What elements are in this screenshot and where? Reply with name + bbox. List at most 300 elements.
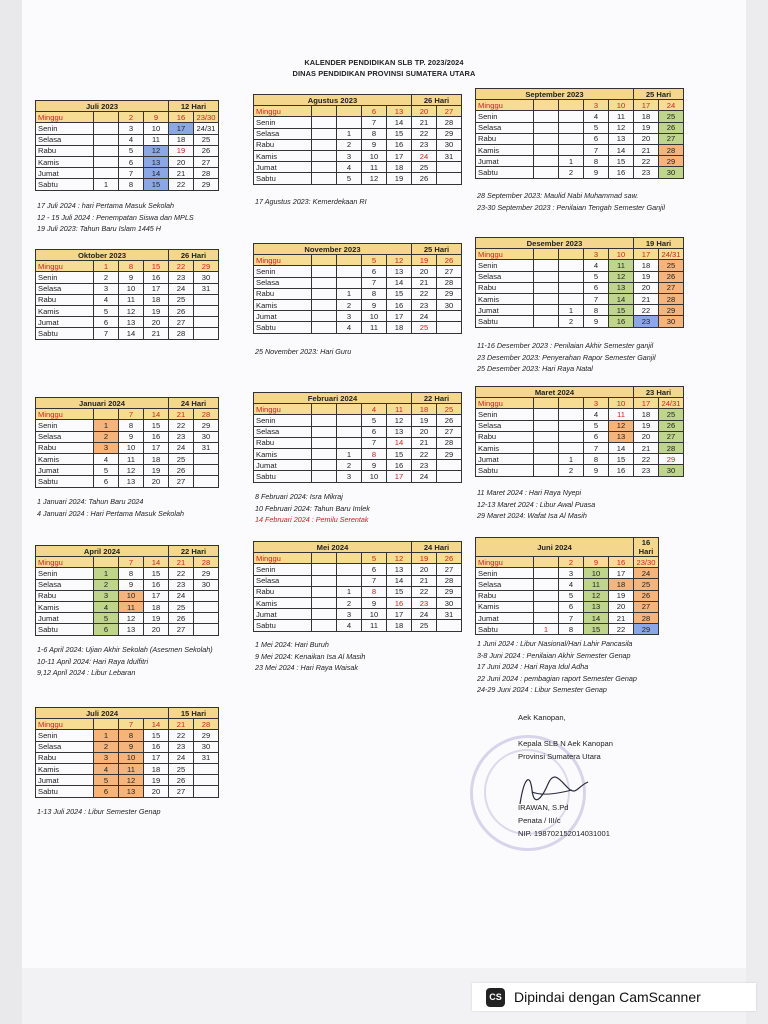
- date-cell: 26: [169, 613, 194, 624]
- date-cell: 26: [412, 173, 437, 184]
- date-cell: 9: [119, 272, 144, 283]
- date-cell: 17: [634, 398, 659, 409]
- date-cell: 28: [169, 328, 194, 339]
- date-cell: [534, 122, 559, 133]
- date-cell: 17: [144, 590, 169, 601]
- title-line-1: KALENDER PENDIDIKAN SLB TP. 2023/2024: [304, 58, 464, 67]
- date-cell: 11: [609, 409, 634, 420]
- month-name: Juli 2023: [36, 101, 169, 112]
- date-cell: [534, 260, 559, 271]
- weekday-label: Senin: [476, 568, 534, 579]
- date-cell: 29: [437, 448, 462, 459]
- date-cell: 28: [437, 117, 462, 128]
- date-cell: 10: [362, 150, 387, 161]
- weekday-label: Senin: [254, 564, 312, 575]
- date-cell: [559, 293, 584, 304]
- date-cell: 23: [634, 465, 659, 476]
- date-cell: 5: [337, 173, 362, 184]
- date-cell: 14: [584, 612, 609, 623]
- date-cell: 24: [169, 442, 194, 453]
- date-cell: 16: [387, 139, 412, 150]
- weekday-label: Jumat: [36, 613, 94, 624]
- weekday-label: Rabu: [254, 288, 312, 299]
- date-cell: [194, 601, 219, 612]
- date-cell: [559, 100, 584, 111]
- date-cell: 18: [634, 409, 659, 420]
- date-cell: [534, 293, 559, 304]
- date-cell: 1: [337, 586, 362, 597]
- date-cell: 24: [169, 752, 194, 763]
- weekday-label: Senin: [36, 730, 94, 741]
- camscanner-watermark: [472, 983, 756, 1011]
- month-name: Juni 2024: [476, 538, 634, 557]
- note-line: 25 November 2023: Hari Guru: [255, 347, 352, 356]
- date-cell: 22: [412, 586, 437, 597]
- date-cell: 14: [387, 575, 412, 586]
- date-cell: 22: [169, 568, 194, 579]
- date-cell: 10: [609, 249, 634, 260]
- date-cell: 30: [437, 139, 462, 150]
- month-notes: [37, 200, 194, 235]
- date-cell: 14: [609, 293, 634, 304]
- date-cell: 4: [584, 260, 609, 271]
- date-cell: 23: [412, 460, 437, 471]
- date-cell: 23: [169, 272, 194, 283]
- date-cell: 23: [169, 431, 194, 442]
- date-cell: 1: [534, 624, 559, 635]
- date-cell: 24/31: [659, 398, 684, 409]
- month-notes: [37, 644, 213, 679]
- date-cell: [194, 305, 219, 316]
- date-cell: 16: [387, 460, 412, 471]
- date-cell: 29: [194, 261, 219, 272]
- weekday-label: Sabtu: [476, 624, 534, 635]
- date-cell: [534, 590, 559, 601]
- date-cell: 19: [412, 553, 437, 564]
- date-cell: 5: [584, 271, 609, 282]
- date-cell: 16: [144, 272, 169, 283]
- date-cell: [94, 719, 119, 730]
- date-cell: 1: [337, 448, 362, 459]
- date-cell: 20: [412, 564, 437, 575]
- date-cell: [312, 128, 337, 139]
- date-cell: 2: [559, 316, 584, 327]
- date-cell: 1: [94, 261, 119, 272]
- weekday-label: Jumat: [254, 609, 312, 620]
- date-cell: 12: [387, 255, 412, 266]
- date-cell: 18: [387, 322, 412, 333]
- date-cell: 18: [387, 162, 412, 173]
- date-cell: 14: [144, 168, 169, 179]
- date-cell: 20: [144, 786, 169, 797]
- date-cell: 27: [634, 601, 659, 612]
- month-name: April 2024: [36, 546, 169, 557]
- date-cell: 30: [659, 465, 684, 476]
- date-cell: 9: [362, 597, 387, 608]
- month-day-count: 22 Hari: [169, 546, 219, 557]
- date-cell: [559, 122, 584, 133]
- date-cell: [534, 601, 559, 612]
- date-cell: 25: [169, 294, 194, 305]
- weekday-label: Jumat: [476, 612, 534, 623]
- date-cell: [312, 299, 337, 310]
- weekday-label: Rabu: [36, 294, 94, 305]
- date-cell: 7: [584, 144, 609, 155]
- date-cell: 11: [119, 453, 144, 464]
- date-cell: 11: [119, 763, 144, 774]
- date-cell: 11: [584, 579, 609, 590]
- note-line: 17 Juni 2024 : Hari Raya Idul Adha: [477, 662, 589, 672]
- date-cell: 13: [387, 106, 412, 117]
- date-cell: [559, 282, 584, 293]
- date-cell: 7: [362, 437, 387, 448]
- date-cell: 29: [634, 624, 659, 635]
- note-line: 1 Mei 2024: Hari Buruh: [255, 640, 329, 649]
- date-cell: 1: [559, 156, 584, 167]
- date-cell: 9: [362, 139, 387, 150]
- date-cell: 28: [437, 437, 462, 448]
- date-cell: 1: [337, 288, 362, 299]
- date-cell: 3: [94, 283, 119, 294]
- date-cell: 18: [169, 134, 194, 145]
- date-cell: 18: [634, 260, 659, 271]
- month-table: [253, 541, 462, 632]
- date-cell: 10: [362, 471, 387, 482]
- date-cell: [194, 328, 219, 339]
- month-name: Desember 2023: [476, 238, 634, 249]
- date-cell: 4: [337, 620, 362, 631]
- date-cell: 20: [634, 133, 659, 144]
- weekday-label: Kamis: [254, 597, 312, 608]
- date-cell: 16: [387, 299, 412, 310]
- weekday-label: Kamis: [254, 448, 312, 459]
- month-name: November 2023: [254, 244, 412, 255]
- date-cell: 8: [362, 128, 387, 139]
- weekday-label: Minggu: [36, 261, 94, 272]
- date-cell: 17: [609, 568, 634, 579]
- date-cell: 20: [144, 476, 169, 487]
- date-cell: 26: [169, 465, 194, 476]
- date-cell: 24/31: [194, 123, 219, 134]
- date-cell: 7: [119, 557, 144, 568]
- date-cell: 7: [362, 117, 387, 128]
- date-cell: [337, 553, 362, 564]
- date-cell: 19: [169, 145, 194, 156]
- date-cell: [437, 460, 462, 471]
- date-cell: 11: [387, 404, 412, 415]
- date-cell: 10: [119, 442, 144, 453]
- date-cell: 15: [609, 454, 634, 465]
- date-cell: [312, 620, 337, 631]
- date-cell: 13: [144, 156, 169, 167]
- note-line: 1 Januari 2024: Tahun Baru 2024: [37, 497, 144, 506]
- date-cell: 14: [387, 437, 412, 448]
- date-cell: 11: [609, 260, 634, 271]
- date-cell: 21: [169, 168, 194, 179]
- date-cell: [312, 117, 337, 128]
- date-cell: 12: [584, 590, 609, 601]
- date-cell: 18: [634, 111, 659, 122]
- date-cell: 22: [169, 420, 194, 431]
- date-cell: 22: [412, 128, 437, 139]
- month-day-count: 26 Hari: [412, 95, 462, 106]
- date-cell: [534, 100, 559, 111]
- note-line: 9,12 April 2024 : Libur Lebaran: [37, 668, 136, 678]
- date-cell: [94, 134, 119, 145]
- date-cell: [534, 282, 559, 293]
- weekday-label: Jumat: [36, 168, 94, 179]
- date-cell: 27: [169, 476, 194, 487]
- date-cell: [534, 249, 559, 260]
- note-line: 22 Juni 2024 : pembagian raport Semester Genap: [477, 673, 637, 683]
- date-cell: 10: [609, 100, 634, 111]
- weekday-label: Kamis: [254, 150, 312, 161]
- date-cell: 3: [337, 609, 362, 620]
- date-cell: 8: [119, 730, 144, 741]
- date-cell: 12: [609, 122, 634, 133]
- date-cell: 22: [412, 448, 437, 459]
- weekday-label: Selasa: [254, 128, 312, 139]
- date-cell: 5: [94, 305, 119, 316]
- date-cell: 10: [362, 609, 387, 620]
- scan-right-edge: [746, 0, 768, 1024]
- signature-name: IRAWAN, S.Pd: [518, 803, 569, 812]
- date-cell: 13: [119, 624, 144, 635]
- date-cell: 5: [584, 122, 609, 133]
- date-cell: [94, 156, 119, 167]
- date-cell: 24: [659, 100, 684, 111]
- date-cell: 10: [144, 123, 169, 134]
- date-cell: [534, 398, 559, 409]
- month-table: [475, 537, 659, 635]
- date-cell: 1: [337, 128, 362, 139]
- date-cell: 20: [412, 266, 437, 277]
- signature-role-1: Kepala SLB N Aek Kanopan: [518, 739, 613, 748]
- date-cell: 22: [634, 305, 659, 316]
- date-cell: [312, 255, 337, 266]
- date-cell: [534, 431, 559, 442]
- date-cell: 11: [144, 134, 169, 145]
- date-cell: 26: [437, 415, 462, 426]
- date-cell: [534, 568, 559, 579]
- weekday-label: Sabtu: [476, 465, 534, 476]
- weekday-label: Sabtu: [36, 328, 94, 339]
- weekday-label: Jumat: [36, 317, 94, 328]
- date-cell: 30: [659, 167, 684, 178]
- weekday-label: Kamis: [476, 442, 534, 453]
- date-cell: 23: [412, 597, 437, 608]
- date-cell: 29: [437, 288, 462, 299]
- weekday-label: Kamis: [36, 453, 94, 464]
- date-cell: 9: [144, 112, 169, 123]
- date-cell: 20: [412, 426, 437, 437]
- date-cell: 3: [584, 249, 609, 260]
- date-cell: 18: [609, 579, 634, 590]
- date-cell: 12: [609, 420, 634, 431]
- date-cell: 22: [412, 288, 437, 299]
- date-cell: [312, 288, 337, 299]
- date-cell: 20: [609, 601, 634, 612]
- month-table: [253, 94, 462, 185]
- date-cell: [94, 557, 119, 568]
- month-table: [475, 237, 684, 328]
- date-cell: 1: [559, 305, 584, 316]
- date-cell: 27: [169, 786, 194, 797]
- date-cell: 23/30: [194, 112, 219, 123]
- date-cell: 4: [337, 162, 362, 173]
- date-cell: 10: [584, 568, 609, 579]
- note-line: 11 Maret 2024 : Hari Raya Nyepi: [477, 488, 582, 497]
- date-cell: [94, 168, 119, 179]
- date-cell: [312, 415, 337, 426]
- date-cell: 5: [584, 420, 609, 431]
- date-cell: 28: [194, 719, 219, 730]
- month-day-count: 12 Hari: [169, 101, 219, 112]
- date-cell: 24: [634, 568, 659, 579]
- date-cell: 13: [387, 426, 412, 437]
- weekday-label: Selasa: [254, 426, 312, 437]
- month-table: [475, 88, 684, 179]
- weekday-label: Rabu: [476, 133, 534, 144]
- date-cell: [437, 311, 462, 322]
- weekday-label: Rabu: [254, 139, 312, 150]
- date-cell: 16: [609, 316, 634, 327]
- date-cell: 4: [362, 404, 387, 415]
- date-cell: 15: [144, 179, 169, 190]
- date-cell: 20: [144, 624, 169, 635]
- date-cell: [337, 106, 362, 117]
- date-cell: 8: [119, 261, 144, 272]
- weekday-label: Sabtu: [476, 167, 534, 178]
- date-cell: 13: [584, 601, 609, 612]
- date-cell: [534, 465, 559, 476]
- date-cell: 16: [144, 579, 169, 590]
- date-cell: 15: [144, 420, 169, 431]
- date-cell: 1: [559, 454, 584, 465]
- signature-place: Aek Kanopan,: [518, 713, 566, 722]
- date-cell: 21: [169, 409, 194, 420]
- date-cell: 2: [337, 299, 362, 310]
- note-line: 17 Agustus 2023: Kemerdekaan RI: [255, 197, 367, 206]
- date-cell: 28: [194, 168, 219, 179]
- date-cell: 29: [659, 454, 684, 465]
- date-cell: 16: [387, 597, 412, 608]
- date-cell: 8: [584, 156, 609, 167]
- date-cell: [534, 167, 559, 178]
- date-cell: 6: [584, 431, 609, 442]
- date-cell: 1: [94, 568, 119, 579]
- camscanner-text: Dipindai dengan CamScanner: [514, 989, 701, 1005]
- date-cell: [534, 271, 559, 282]
- weekday-label: Selasa: [254, 277, 312, 288]
- date-cell: 6: [559, 601, 584, 612]
- date-cell: [534, 442, 559, 453]
- date-cell: [194, 294, 219, 305]
- date-cell: 5: [362, 553, 387, 564]
- date-cell: 25: [169, 453, 194, 464]
- date-cell: [337, 255, 362, 266]
- note-line: 11-16 Desember 2023 : Penilaian Akhir Semester ganjil: [477, 341, 654, 350]
- note-line: 24-29 Juni 2024 : Libur Semester Genap: [477, 685, 607, 695]
- date-cell: 28: [194, 409, 219, 420]
- date-cell: [559, 398, 584, 409]
- date-cell: 4: [584, 409, 609, 420]
- date-cell: 6: [94, 476, 119, 487]
- month-day-count: 16 Hari: [634, 538, 659, 557]
- date-cell: 10: [119, 752, 144, 763]
- weekday-label: Minggu: [36, 557, 94, 568]
- date-cell: 9: [584, 557, 609, 568]
- date-cell: [559, 271, 584, 282]
- date-cell: 2: [94, 579, 119, 590]
- date-cell: 17: [144, 283, 169, 294]
- date-cell: 24: [412, 471, 437, 482]
- date-cell: 31: [437, 609, 462, 620]
- date-cell: [94, 145, 119, 156]
- date-cell: 25: [169, 601, 194, 612]
- date-cell: 15: [609, 305, 634, 316]
- date-cell: 7: [119, 409, 144, 420]
- date-cell: [437, 322, 462, 333]
- month-name: Januari 2024: [36, 398, 169, 409]
- date-cell: [312, 426, 337, 437]
- weekday-label: Jumat: [476, 454, 534, 465]
- date-cell: 26: [634, 590, 659, 601]
- date-cell: [337, 426, 362, 437]
- date-cell: 14: [144, 557, 169, 568]
- weekday-label: Sabtu: [36, 476, 94, 487]
- date-cell: [194, 624, 219, 635]
- date-cell: 3: [94, 442, 119, 453]
- weekday-label: Selasa: [254, 575, 312, 586]
- weekday-label: Kamis: [476, 144, 534, 155]
- date-cell: 4: [559, 579, 584, 590]
- date-cell: 23: [412, 139, 437, 150]
- date-cell: 11: [362, 162, 387, 173]
- date-cell: 28: [659, 293, 684, 304]
- weekday-label: Senin: [254, 415, 312, 426]
- note-line: 12 - 15 Juli 2024 : Penempatan Siswa dan MPLS: [37, 212, 194, 222]
- date-cell: 26: [169, 305, 194, 316]
- date-cell: 5: [119, 145, 144, 156]
- weekday-label: Jumat: [254, 460, 312, 471]
- date-cell: [337, 437, 362, 448]
- date-cell: [312, 162, 337, 173]
- weekday-label: Kamis: [36, 763, 94, 774]
- date-cell: 8: [119, 420, 144, 431]
- date-cell: [337, 415, 362, 426]
- note-line: 4 Januari 2024 : Hari Pertama Masuk Sekolah: [37, 508, 185, 518]
- date-cell: 28: [194, 557, 219, 568]
- weekday-label: Kamis: [36, 305, 94, 316]
- date-cell: 26: [169, 775, 194, 786]
- weekday-label: Selasa: [476, 122, 534, 133]
- month-name: Maret 2024: [476, 387, 634, 398]
- weekday-label: Senin: [36, 420, 94, 431]
- month-day-count: 24 Hari: [412, 542, 462, 553]
- date-cell: [194, 590, 219, 601]
- date-cell: 7: [362, 277, 387, 288]
- date-cell: [312, 471, 337, 482]
- month-table: [35, 249, 219, 340]
- date-cell: 9: [119, 741, 144, 752]
- date-cell: 18: [387, 620, 412, 631]
- weekday-label: Minggu: [254, 553, 312, 564]
- date-cell: [312, 150, 337, 161]
- date-cell: 22: [634, 454, 659, 465]
- date-cell: 13: [387, 564, 412, 575]
- date-cell: 16: [609, 167, 634, 178]
